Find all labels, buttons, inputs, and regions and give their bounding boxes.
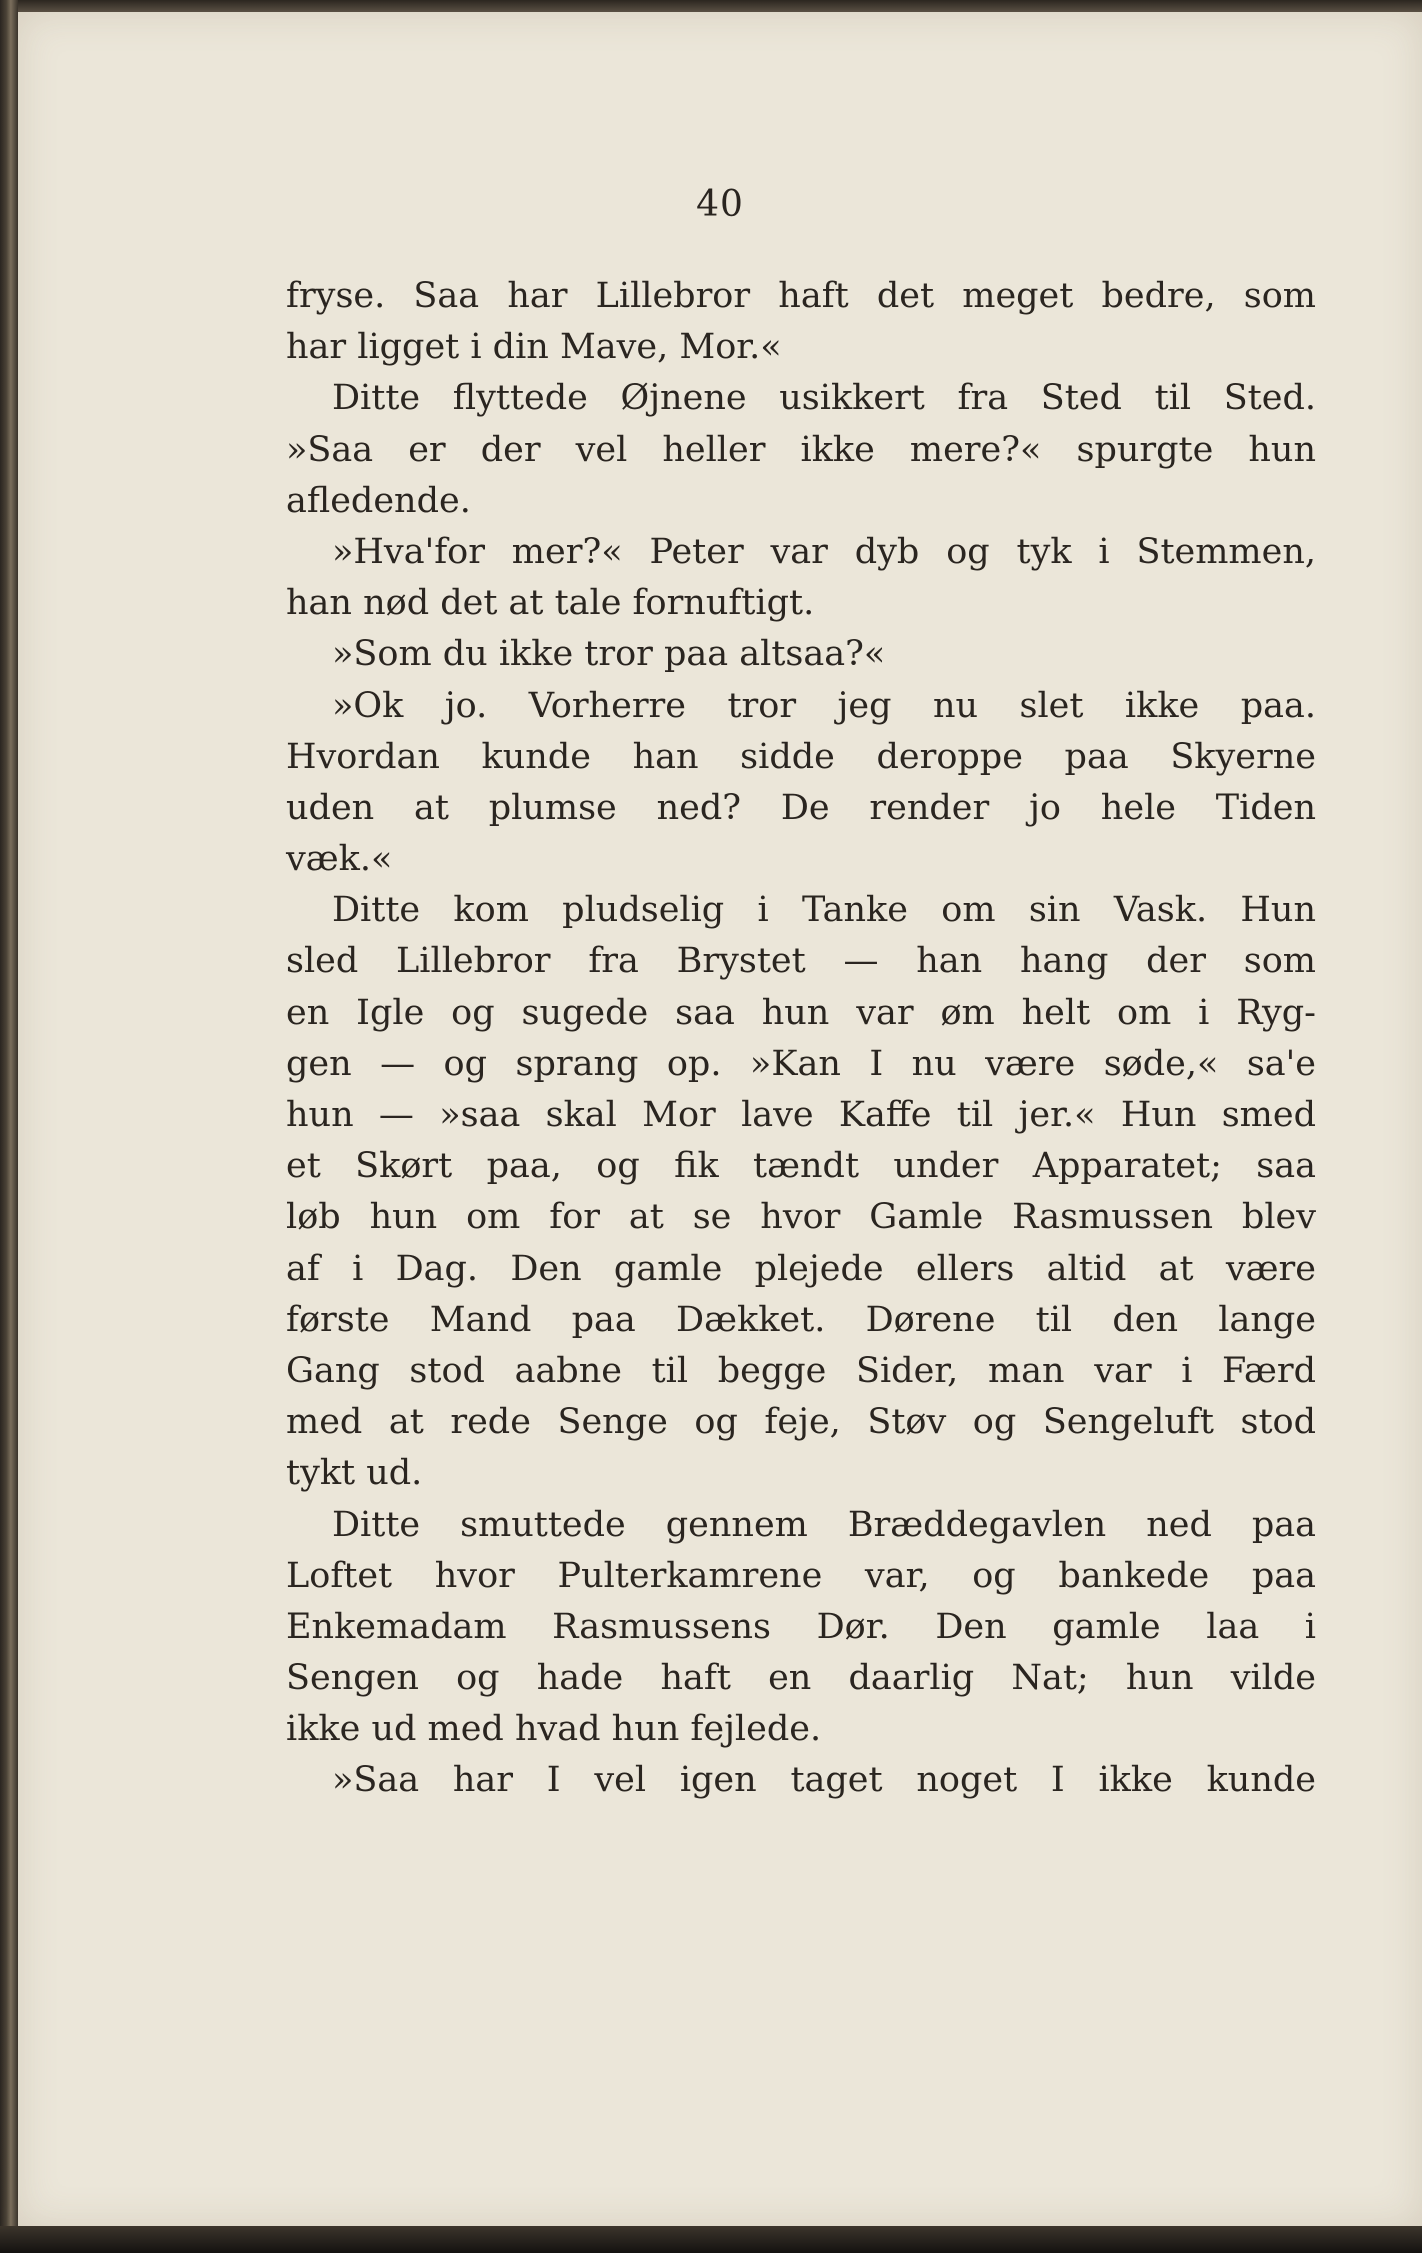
book-page <box>18 12 1422 2226</box>
text-line: uden at plumse ned? De render jo hele Tiden <box>286 787 1316 828</box>
text-line: en Igle og sugede saa hun var øm helt om i Ryg- <box>286 992 1316 1033</box>
text-line: væk.« <box>286 839 393 880</box>
text-line: Hvordan kunde han sidde deroppe paa Skyerne <box>286 736 1316 777</box>
book-bottom-edge <box>0 2226 1422 2253</box>
text-line: et Skørt paa, og fik tændt under Apparatet; saa <box>286 1146 1316 1187</box>
text-line: løb hun om for at se hvor Gamle Rasmussen blev <box>286 1197 1316 1238</box>
text-line: »Saa er der vel heller ikke mere?« spurgte hun <box>286 429 1316 470</box>
text-line: Ditte smuttede gennem Bræddegavlen ned paa <box>332 1504 1316 1545</box>
text-line: af i Dag. Den gamle plejede ellers altid at være <box>286 1248 1316 1289</box>
text-line: »Hva'for mer?« Peter var dyb og tyk i Stemmen, <box>332 531 1316 572</box>
text-line: hun — »saa skal Mor lave Kaffe til jer.« Hun smed <box>286 1095 1316 1135</box>
text-line: Enkemadam Rasmussens Dør. Den gamle laa i <box>286 1606 1316 1647</box>
text-line: »Som du ikke tror paa altsaa?« <box>332 634 886 675</box>
page-number: 40 <box>696 184 744 225</box>
text-line: »Saa har I vel igen taget noget I ikke kunde <box>332 1760 1316 1801</box>
text-line: med at rede Senge og feje, Støv og Sengeluft stod <box>286 1402 1316 1443</box>
text-line: første Mand paa Dækket. Dørene til den lange <box>286 1299 1316 1340</box>
text-line: Ditte kom pludselig i Tanke om sin Vask. Hun <box>332 890 1316 931</box>
text-line: Sengen og hade haft en daarlig Nat; hun vilde <box>286 1658 1316 1699</box>
book-top-edge <box>0 0 1422 12</box>
text-line: har ligget i din Mave, Mor.« <box>286 327 782 368</box>
text-line: afledende. <box>286 480 471 521</box>
text-line: »Ok jo. Vorherre tror jeg nu slet ikke paa. <box>332 685 1316 726</box>
text-line: Loftet hvor Pulterkamrene var, og bankede paa <box>286 1555 1316 1596</box>
text-line: tykt ud. <box>286 1453 423 1494</box>
text-line: Gang stod aabne til begge Sider, man var i Færd <box>286 1350 1316 1391</box>
text-line: gen — og sprang op. »Kan I nu være søde,« sa'e <box>286 1043 1316 1084</box>
body-text <box>286 271 1316 1807</box>
text-line: sled Lillebror fra Brystet — han hang der som <box>286 941 1316 982</box>
text-line: fryse. Saa har Lillebror haft det meget bedre, som <box>286 276 1316 316</box>
text-line: Ditte flyttede Øjnene usikkert fra Sted til Sted. <box>332 378 1316 419</box>
text-line: ikke ud med hvad hun fejlede. <box>286 1709 822 1750</box>
book-binding-edge <box>0 0 18 2253</box>
text-line: han nød det at tale fornuftigt. <box>286 583 815 624</box>
